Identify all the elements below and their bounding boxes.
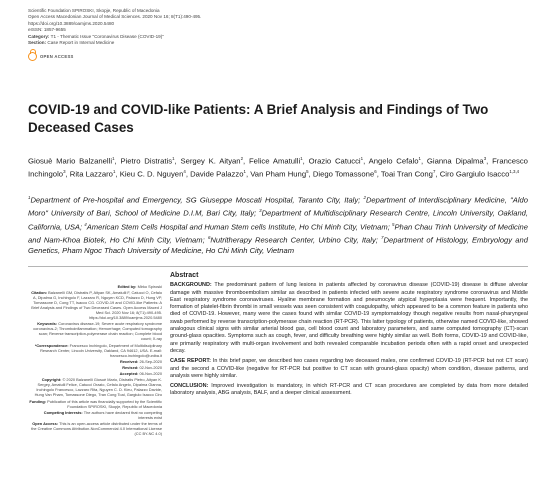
author-name: Rita Lazzaro bbox=[69, 169, 113, 179]
sidebar-item-label: Received: bbox=[120, 358, 139, 364]
article-info-sidebar bbox=[28, 284, 162, 437]
sidebar-item-label: Competing Interests: bbox=[43, 409, 83, 415]
abstract-section-label: CASE REPORT: bbox=[170, 358, 211, 365]
author-name: Van Pham Hung bbox=[250, 169, 307, 179]
category-label: Category: bbox=[28, 33, 50, 39]
sidebar-item bbox=[28, 321, 162, 341]
author-name: Davide Palazzo bbox=[190, 169, 244, 179]
sidebar-item-text: Francesco Inchingolo, Department of Multidisciplinary Research Center, Lincoln University, Oakland, CA 94612, USA. E-mail: francesco.inchingolo@uniba.it bbox=[40, 342, 162, 358]
sidebar-item bbox=[28, 365, 162, 370]
abstract-section-text: Improved investigation is mandatory, in which RT-PCR and CT scan procedures are completed by data from more detailed laboratory analysis, ABG analysis, BALF, and a deeper clinical assessment. bbox=[170, 383, 528, 397]
affiliation-text: Nutritherapy Research Center, Urbino City, Italy; bbox=[210, 235, 378, 245]
affiliation-text: Department of Multidisciplinary Research Centre, Lincoln University, Oakland, California, USA; bbox=[28, 208, 528, 232]
sidebar-item bbox=[28, 290, 162, 320]
author-affiliation-mark: 7 bbox=[432, 169, 436, 175]
sidebar-item bbox=[28, 284, 162, 289]
author-affiliation-mark: 3 bbox=[483, 156, 487, 161]
affiliation-text: American Stem Cells Hospital and Human Stem cells Institute, Ho Chi Minh City, Vietnam; bbox=[86, 222, 390, 232]
affiliation-mark: 7 bbox=[381, 234, 384, 240]
sidebar-item bbox=[28, 377, 162, 397]
affiliation-mark: 4 bbox=[84, 221, 87, 227]
author-affiliation-mark: 1 bbox=[112, 169, 116, 175]
affiliation-mark: 1 bbox=[28, 195, 31, 200]
affiliation-mark: 2 bbox=[363, 195, 366, 200]
author-name: Kieu C. D. Nguyen bbox=[119, 169, 184, 179]
author-name: Giosuè Mario Balzanelli bbox=[28, 156, 113, 166]
affiliation-mark: 6 bbox=[207, 234, 211, 240]
author-name: Felice Amatulli bbox=[248, 156, 301, 166]
author-affiliation-mark: 1 bbox=[112, 156, 115, 161]
header-line-section bbox=[28, 40, 428, 46]
sidebar-item-text: Publication of this article was financially supported by the Scientific Foundation SPIROSKI, Skopje, Republic of Macedonia bbox=[47, 398, 162, 409]
abstract-sections bbox=[170, 282, 528, 397]
author-affiliation-mark: 1 bbox=[418, 156, 421, 161]
author-name: Sergey K. Aityan bbox=[180, 156, 241, 166]
sidebar-item-label: Keywords: bbox=[37, 321, 58, 327]
author-affiliation-mark: 3 bbox=[63, 169, 66, 175]
affiliation-mark: 3 bbox=[259, 208, 262, 214]
sidebar-item bbox=[28, 410, 162, 420]
author-affiliation-mark: 2 bbox=[240, 156, 244, 161]
author-affiliation-mark: 6 bbox=[374, 169, 377, 175]
sidebar-item-text: Balzanelli GM, Distratis P, Aityan SK, Amatulli F, Catucci O, Cefalo A, Dipalma G, Inchingolo F, Lazzaro R, Nguyen KCD, Palazzo D, Hung VP, Tomassone D, Cong TT, Isacco CG. COVID-19 and COVID-like Patients: A Brief Analysis and Findings of Two Deceased Cases. Open Access Maced J Med Sci. 2020 Nov 16; 8(T1):490-495. https://doi.org/10.3889/oamjms.2020.5480 bbox=[31, 290, 162, 321]
abstract-section bbox=[170, 383, 528, 398]
sidebar-item bbox=[28, 343, 162, 358]
author-affiliation-mark: 1 bbox=[300, 156, 303, 161]
header-line-journal: Open Access Macedonian Journal of Medical Sciences. 2020 Nov 16; 8(T1):490-495. bbox=[28, 14, 202, 20]
affiliation-list bbox=[28, 193, 528, 257]
header-line-publisher: Scientific Foundation SPIROSKI, Skopje, Republic of Macedonia bbox=[28, 8, 160, 13]
author-affiliation-mark: 1 bbox=[360, 156, 364, 161]
sidebar-item-text: The authors have declared that no competing interests exist bbox=[83, 409, 162, 420]
sidebar-item-label: Accepted: bbox=[119, 371, 139, 377]
sidebar-item-label: Open Access: bbox=[32, 420, 59, 426]
open-access-badge bbox=[28, 52, 74, 61]
abstract-section bbox=[170, 282, 528, 355]
author-affiliation-mark: 1 bbox=[243, 169, 246, 175]
author-name: Angelo Cefalo bbox=[368, 156, 419, 166]
sidebar-item-text: 26-Sep-2020 bbox=[139, 358, 162, 364]
sidebar-item-text: 02-Nov-2020 bbox=[139, 364, 162, 370]
author-name: Toai Tran Cong bbox=[380, 169, 433, 179]
open-access-lock-icon bbox=[28, 52, 37, 61]
sidebar-item-text: © 2020 Balzanelli Giosuè Mario, Distratis Pietro, Aityan K. Sergey, Amatulli Felice, Catucci Orazio, Cefalo Angelo, Dipalma Gianna, Inchingolo Francesco, Lazzaro Rita, Nguyen C. D. Kieu, Palazzo Davide, Hung Van Pham, Tomassone Diego, Tran Cong Toai, Gargiulo Isacco Ciro bbox=[34, 377, 162, 398]
sidebar-item-text: Coronavirus disease-19; Severe acute respiratory syndrome coronavirus-2; Thromboinflammation; Hemorrhage; Computed tomography scan; Reverse transcription-polymerase chain reaction; Complete blood count; X-ray bbox=[33, 321, 162, 342]
author-name: Ciro Gargiulo Isacco bbox=[439, 169, 510, 179]
sidebar-item-label: *Correspondence: bbox=[34, 342, 69, 348]
sidebar-item-label: Revised: bbox=[122, 364, 139, 370]
abstract bbox=[170, 272, 528, 401]
abstract-section-label: CONCLUSION: bbox=[170, 383, 209, 390]
affiliation-text: Department of Interdisciplinary Medicine, "Aldo Moro" University of Bari, School of Medicine D.I.M, Bari City, Italy; bbox=[28, 195, 528, 218]
header-line-doi[interactable]: https://doi.org/10.3889/oamjms.2020.5480 bbox=[28, 20, 115, 26]
category-value: T1 - Thematic Issue "Coronavirus Disease (COVID-19)" bbox=[50, 33, 164, 39]
sidebar-item bbox=[28, 399, 162, 409]
open-access-label: OPEN ACCESS bbox=[40, 54, 74, 59]
author-affiliation-mark: 5 bbox=[306, 169, 309, 175]
sidebar-item bbox=[28, 421, 162, 436]
abstract-section-label: BACKGROUND: bbox=[170, 282, 212, 289]
affiliation-text: Department of Pre-hospital and Emergency, SG Giuseppe Moscati Hospital, Taranto City, Italy; bbox=[30, 195, 361, 205]
journal-header bbox=[28, 8, 428, 46]
affiliation-mark: 5 bbox=[391, 221, 395, 227]
sidebar-item-text: 06-Nov-2020 bbox=[139, 371, 162, 377]
author-affiliation-mark: 1,3,4 bbox=[509, 169, 520, 175]
affiliation-text: Department of Histology, Embryology and Genetics, Pham Ngoc Thach University of Medicine, Ho Chi Minh City, Vietnam bbox=[28, 235, 528, 256]
sidebar-item-label: Citation: bbox=[31, 290, 48, 296]
section-value: Case Report in Internal Medicine bbox=[47, 40, 115, 46]
author-name: Francesco Inchingolo bbox=[28, 156, 528, 179]
sidebar-item-text: Mirko Spiroski bbox=[137, 284, 162, 289]
author-name: Pietro Distratis bbox=[120, 156, 173, 166]
section-label: Section: bbox=[28, 40, 47, 46]
sidebar-item bbox=[28, 359, 162, 364]
abstract-section-text: The predominant pattern of lung lesions in patients affected by coronavirus disease (COVID-19) disease is diffuse alveolar damage with massive thromboembolism similar as described in patients infected with severe acute respiratory syndrome coronavirus and Middle East respiratory syndrome coronaviruses. Hyaline membrane formation and pneumocyte atypical hyperplasia were frequent. Importantly, the formation of platelet-fibrin thrombi in small vessels was seen consistent with coagulopathy, which appeared to be a common feature in patients who died of COVID-19. However, many were the cases found with similar COVID-19 symptomatology though negative results from nasal-pharyngeal swab performed by reverse transcription-polymerase chain reaction (RT-PCR). This latter typology of patients, otherwise named COVID-like, showed analogous clinical signs with similar arterial blood gas, cell blood count and laboratory parameters, and same computed tomography (CT)-scan ground-glass opacities. Symptoms such as cough, fever, and difficulty breathing were highly similar as well. Both forms, COVID-19 and COVID-like, are primarily respiratory with multi-organ involvement and both revealed comparable incubation periods often with a rapid onset and unexpected decay. bbox=[170, 282, 528, 354]
abstract-heading: Abstract bbox=[170, 272, 199, 279]
author-affiliation-mark: 4 bbox=[183, 169, 186, 175]
affiliation-text: Phan Chau Trinh University of Medicine and Nam-Khoa Biotek, Ho Chi Minh City, Vietnam; bbox=[28, 222, 528, 245]
author-name: Orazio Catucci bbox=[308, 156, 361, 166]
sidebar-item-label: Funding: bbox=[29, 398, 47, 404]
abstract-section bbox=[170, 358, 528, 380]
sidebar-item bbox=[28, 371, 162, 376]
sidebar-item-label: Copyright: bbox=[41, 377, 62, 383]
abstract-section-text: In this brief paper, we described two cases regarding two deceased males, one confirmed COVID-19 (RT-PCR but not CT scan) and the second a COVID-like (negative for RT-PCR but positive to CT scan with ground-glass opacity) whom condition, disease patterns, and analysis were highly similar. bbox=[170, 358, 528, 379]
section-divider bbox=[28, 266, 528, 267]
author-name: Gianna Dipalma bbox=[426, 156, 484, 166]
sidebar-item-label: Edited by: bbox=[117, 284, 137, 289]
header-line-issn: eISSN: 1857-9655 bbox=[28, 27, 66, 33]
author-name: Diego Tomassone bbox=[312, 169, 375, 179]
sidebar-item-text: This is an open-access article distributed under the terms of the Creative Commons Attribution-NonCommercial 4.0 International License (CC BY-NC 4.0) bbox=[31, 420, 162, 436]
author-list: Giosuè Mario Balzanelli$^1$, Pietro Distratis$^1$, Sergey K. Aityan$^2$, Felice Amatulli$^1$, Orazio Catucci$^1$, Angelo Cefalo$^1$, Gianna Dipalma$^3$, Francesco Inchingolo$^3$, Rita Lazzaro$^1$, Kieu C. D. Nguyen$^4$, Davide Palazzo$^1$, Van Pham Hung$^5$, Diego Tomassone$^6$, Toai Tran Cong$^7$, Ciro Gargiulo Isacco$^{1,3,4}$ bbox=[28, 156, 528, 179]
author-affiliation-mark: 1 bbox=[172, 156, 175, 161]
article-title: COVID-19 and COVID-like Patients: A Brief Analysis and Findings of Two Deceased Cases bbox=[28, 102, 489, 135]
